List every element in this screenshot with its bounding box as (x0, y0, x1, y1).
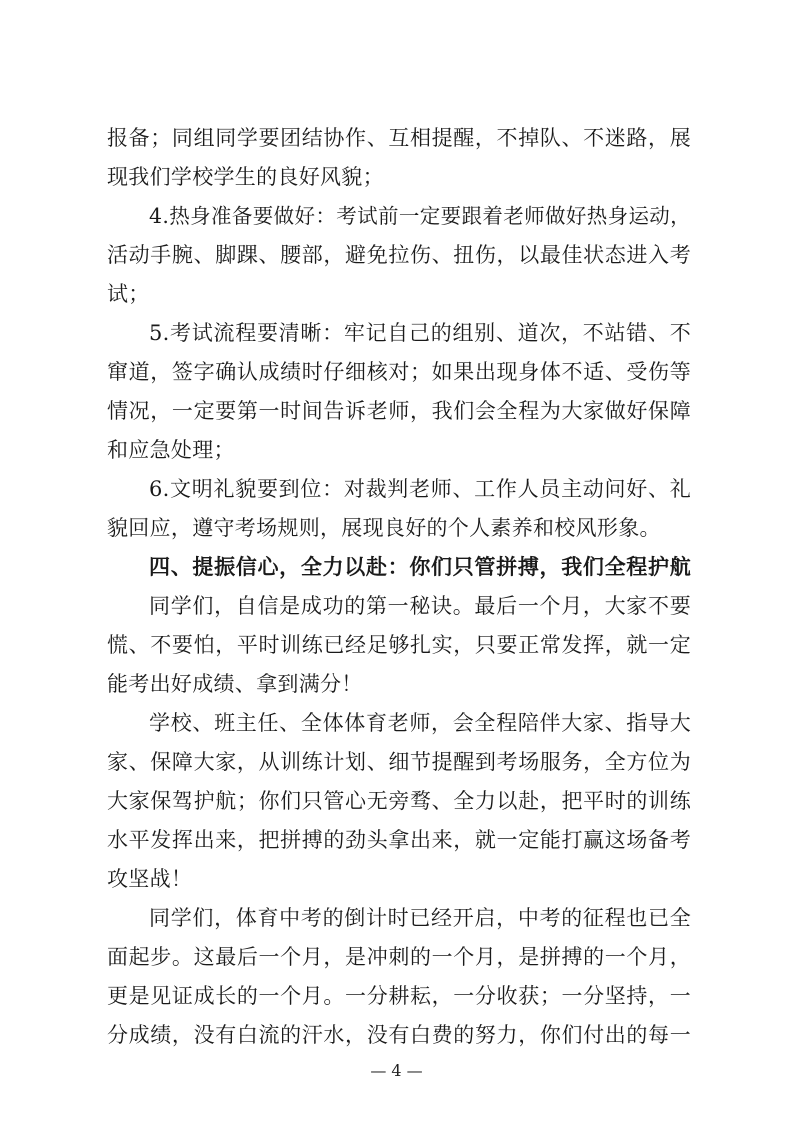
text-line: 同学们，体育中考的倒计时已经开启，中考的征程也已全 (149, 906, 691, 930)
text-line: 攻坚战！ (107, 867, 193, 891)
text-line: 现我们学校学生的良好风貌； (107, 165, 384, 189)
text-line: 更是见证成长的一个月。一分耕耘，一分收获；一分坚持，一 (107, 984, 691, 1008)
text-line: 5.考试流程要清晰：牢记自己的组别、道次，不站错、不 (149, 321, 691, 345)
text-line: 报备；同组同学要团结协作、互相提醒，不掉队、不迷路，展 (107, 126, 691, 150)
text-line: 和应急处理； (107, 438, 235, 462)
text-line: 试； (107, 282, 150, 306)
text-line: 慌、不要怕，平时训练已经足够扎实，只要正常发挥，就一定 (107, 633, 691, 657)
text-line: 大家保驾护航；你们只管心无旁骛、全力以赴，把平时的训练 (107, 789, 691, 813)
text-line: 分成绩，没有白流的汗水，没有白费的努力，你们付出的每一 (107, 1023, 691, 1047)
text-line: 能考出好成绩、拿到满分！ (107, 672, 363, 696)
text-line: 家、保障大家，从训练计划、细节提醒到考场服务，全方位为 (107, 750, 691, 774)
text-line: 同学们，自信是成功的第一秘诀。最后一个月，大家不要 (149, 594, 691, 618)
text-line: 活动手腕、脚踝、腰部，避免拉伤、扭伤，以最佳状态进入考 (107, 243, 691, 267)
text-line: 学校、班主任、全体体育老师，会全程陪伴大家、指导大 (149, 711, 691, 735)
text-line: 窜道，签字确认成绩时仔细核对；如果出现身体不适、受伤等 (107, 360, 691, 384)
text-line: 水平发挥出来，把拼搏的劲头拿出来，就一定能打赢这场备考 (107, 828, 691, 852)
text-line: 貌回应，遵守考场规则，展现良好的个人素养和校风形象。 (107, 516, 661, 540)
section-heading: 四、提振信心，全力以赴：你们只管拼搏，我们全程护航 (149, 555, 691, 579)
text-line: 面起步。这最后一个月，是冲刺的一个月，是拼搏的一个月， (107, 945, 691, 969)
page-number: — 4 — (370, 1061, 423, 1080)
text-line: 情况，一定要第一时间告诉老师，我们会全程为大家做好保障 (107, 399, 691, 423)
text-line: 4.热身准备要做好：考试前一定要跟着老师做好热身运动， (149, 204, 691, 228)
text-line: 6.文明礼貌要到位：对裁判老师、工作人员主动问好、礼 (149, 477, 691, 501)
